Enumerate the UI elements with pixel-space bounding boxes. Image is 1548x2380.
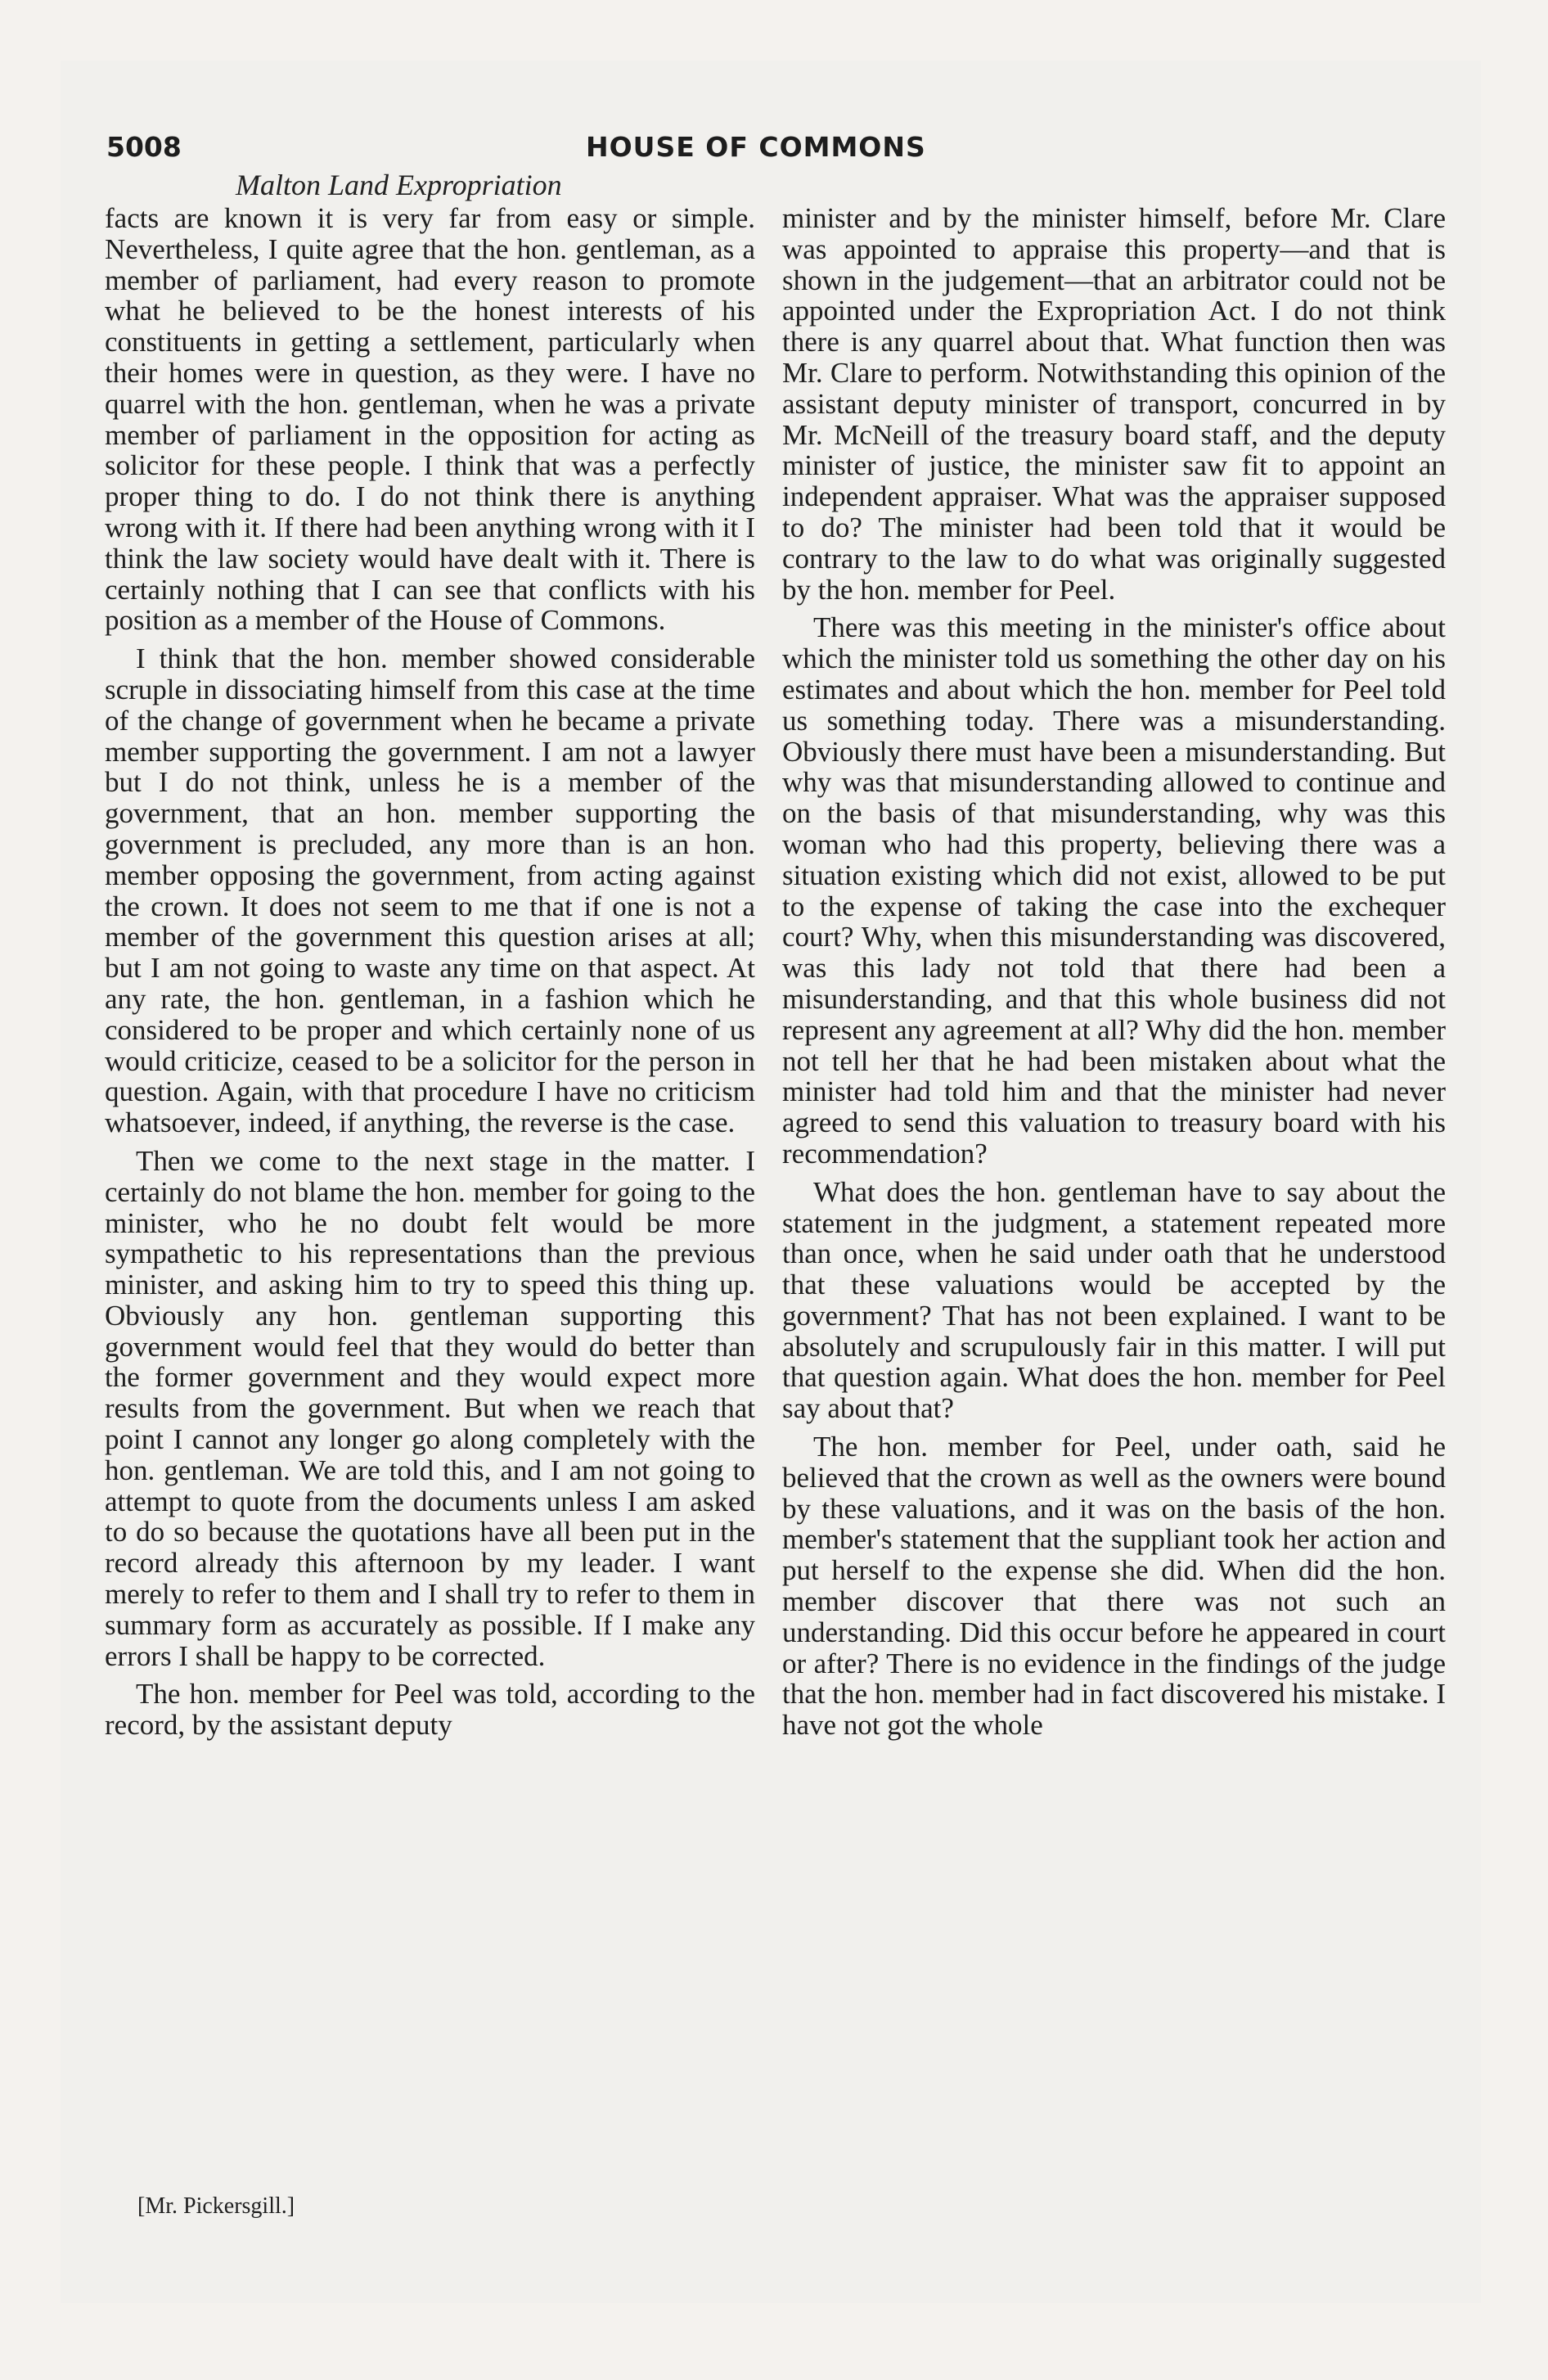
- page-number: 5008: [106, 131, 182, 163]
- paragraph: There was this meeting in the minister's office about which the minister told us something the other day on his estimates and about which the hon. member for Peel told us something today. There was a misunderstanding. Obviously there must have been a misunderstanding. But why was that misunderstanding allowed to continue and on the basis of that misunderstanding, why was this woman who had this property, believing there was a situation existing which did not exist, allowed to be put to the expense of taking the case into the exchequer court? Why, when this misunderstanding was discovered, was this lady not told that there had been a misunderstanding, and that this whole business did not represent any agreement at all? Why did the hon. member not tell her that he had been mistaken about what the minister had told him and that the minister had never agreed to send this valuation to treasury board with his recommendation?: [782, 611, 1446, 1170]
- paragraph: facts are known it is very far from easy or simple. Nevertheless, I quite agree that the hon. gentleman, as a member of parliament, had every reason to promote what he believed to be the honest interests of his constituents in getting a settlement, particularly when their homes were in question, as they were. I have no quarrel with the hon. gentleman, when he was a private member of parliament in the opposition for acting as solicitor for these people. I think that was a perfectly proper thing to do. I do not think there is anything wrong with it. If there had been anything wrong with it I think the law society would have dealt with it. There is certainly nothing that I can see that conflicts with his position as a member of the House of Commons.: [105, 202, 755, 637]
- paragraph: minister and by the minister himself, before Mr. Clare was appointed to appraise this property—and that is shown in the judgement—that an arbitrator could not be appointed under the Expropriation Act. I do not think there is any quarrel about that. What function then was Mr. Clare to perform. Notwithstanding this opinion of the assistant deputy minister of transport, concurred in by Mr. McNeill of the treasury board staff, and the deputy minister of justice, the minister saw fit to appoint an independent appraiser. What was the appraiser supposed to do? The minister had been told that it would be contrary to the law to do what was originally suggested by the hon. member for Peel.: [782, 202, 1446, 606]
- right-column: [782, 203, 1446, 1741]
- running-title: HOUSE OF COMMONS: [586, 131, 926, 163]
- page-header: [0, 131, 1548, 172]
- paragraph: What does the hon. gentleman have to say about the statement in the judgment, a statement repeated more than once, when he said under oath that he understood that these valuations would be accepted by the government? That has not been explained. I want to be absolutely and scrupulously fair in this matter. I will put that question again. What does the hon. member for Peel say about that?: [782, 1175, 1446, 1425]
- section-subject: Malton Land Expropriation: [236, 169, 562, 201]
- paragraph: The hon. member for Peel, under oath, said he believed that the crown as well as the owners were bound by these valuations, and it was on the basis of the hon. member's statement that the suppliant took her action and put herself to the expense she did. When did the hon. member discover that there was not such an understanding. Did this occur before he appeared in court or after? There is no evidence in the findings of the judge that the hon. member had in fact discovered his mistake. I have not got the whole: [782, 1431, 1446, 1742]
- paragraph: I think that the hon. member showed considerable scruple in dissociating himself from this case at the time of the change of government when he became a private member supporting the government. I am not a lawyer but I do not think, unless he is a member of the government, that an hon. member supporting the government is precluded, any more than is an hon. member opposing the government, from acting against the crown. It does not seem to me that if one is not a member of the government this question arises at all; but I am not going to waste any time on that aspect. At any rate, the hon. gentleman, in a fashion which he considered to be proper and which certainly none of us would criticize, ceased to be a solicitor for the person in question. Again, with that procedure I have no criticism whatsoever, indeed, if anything, the reverse is the case.: [105, 642, 755, 1139]
- paragraph: Then we come to the next stage in the matter. I certainly do not blame the hon. member for going to the minister, who he no doubt felt would be more sympathetic to his representations than the previous minister, and asking him to try to speed this thing up. Obviously any hon. gentleman supporting this government would feel that they would do better than the former government and they would expect more results from the government. But when we reach that point I cannot any longer go along completely with the hon. gentleman. We are told this, and I am not going to attempt to quote from the documents unless I am asked to do so because the quotations have all been put in the record already this afternoon by my leader. I want merely to refer to them and I shall try to refer to them in summary form as accurately as possible. If I make any errors I shall be happy to be corrected.: [105, 1144, 755, 1672]
- paragraph: The hon. member for Peel was told, according to the record, by the assistant deputy: [105, 1678, 755, 1742]
- left-column: [105, 203, 755, 1741]
- speaker-attribution: [Mr. Pickersgill.]: [137, 2193, 295, 2219]
